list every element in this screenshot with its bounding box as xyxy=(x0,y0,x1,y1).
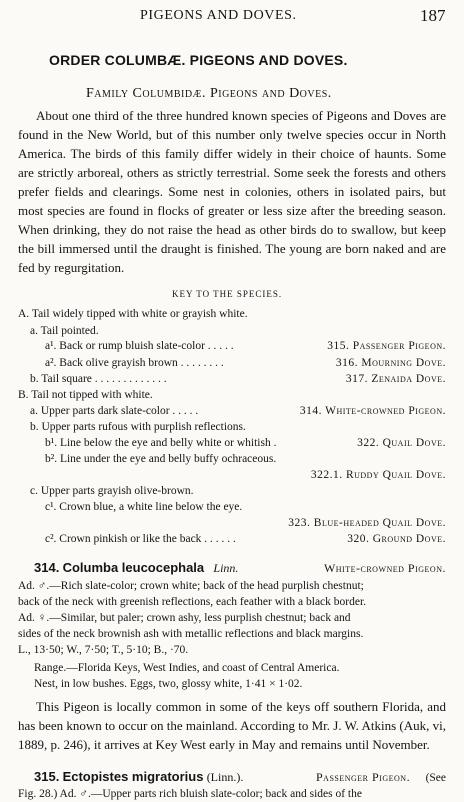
species-314-paragraph: This Pigeon is locally common in some of the keys off southern Florida, and has been known to occur on the mainland. According to Mr. J. W. Atkins (Auk, vi, 1889, p. 246), it arrives at Key West early in May and remains until November. xyxy=(18,699,446,752)
key-line: b. Upper parts rufous with purplish reflections. xyxy=(30,421,246,433)
key-line: a¹. Back or rump bluish slate-color . . . . . xyxy=(45,340,234,352)
species-scientific-name: Columba leucocephala xyxy=(62,560,205,575)
order-title: ORDER COLUMBÆ. PIGEONS AND DOVES. xyxy=(49,52,348,68)
running-header: PIGEONS AND DOVES. xyxy=(140,8,297,23)
key-species-label: 323. Blue-headed Quail Dove. xyxy=(288,517,446,529)
key-species-label: 322.1. Ruddy Quail Dove. xyxy=(310,469,446,481)
measurements-line: L., 13·50; W., 7·50; T., 5·10; B., ·70. xyxy=(18,644,189,656)
key-line: c². Crown pinkish or like the back . . . . . . xyxy=(45,533,236,545)
key-species-label: 316. Mourning Dove. xyxy=(335,357,446,369)
key-line: b. Tail square . . . . . . . . . . . . . xyxy=(30,373,167,385)
key-line: a. Tail pointed. xyxy=(30,325,99,337)
key-species-label: 320. Ground Dove. xyxy=(347,533,446,545)
nest-line: Nest, in low bushes. Eggs, two, glossy white, 1·41 × 1·02. xyxy=(34,678,303,690)
key-line: a. Upper parts dark slate-color . . . . . xyxy=(30,405,199,417)
description-line: back of the neck with greenish reflections, each feather with a black border. xyxy=(18,596,367,608)
description-line: Fig. 28.) Ad. ♂.—Upper parts rich bluish slate-color; back and sides of the xyxy=(18,788,362,800)
description-line: Ad. ♀.—Similar, but paler; crown ashy, less purplish chestnut; back and xyxy=(18,612,351,624)
key-line: b². Line under the eye and belly buffy ochraceous. xyxy=(45,453,277,465)
figure-reference: (See xyxy=(425,772,446,784)
key-species-label: 317. Zenaida Dove. xyxy=(345,373,446,385)
page-number: 187 xyxy=(420,6,446,25)
key-line: B. Tail not tipped with white. xyxy=(18,389,153,401)
species-scientific-name: Ectopistes migratorius xyxy=(62,769,204,784)
description-line: Ad. ♂.—Rich slate-color; crown white; back of the head purplish chestnut; xyxy=(18,580,364,592)
range-line: Range.—Florida Keys, West Indies, and coast of Central America. xyxy=(34,662,340,674)
species-common-name: White-crowned Pigeon. xyxy=(323,561,446,575)
key-line: a². Back olive grayish brown . . . . . . . . xyxy=(45,357,224,369)
species-authority: Linn. xyxy=(213,561,239,575)
species-number: 315. xyxy=(34,769,60,784)
key-line: b¹. Line below the eye and belly white or whitish . xyxy=(45,437,277,449)
species-number: 314. xyxy=(34,560,60,575)
key-title: KEY TO THE SPECIES. xyxy=(172,289,283,299)
key-line: c¹. Crown blue, a white line below the eye. xyxy=(45,501,243,513)
description-line: sides of the neck brownish ash with metallic reflections and black margins. xyxy=(18,628,364,640)
species-common-name: Passenger Pigeon. xyxy=(316,770,411,784)
key-species-label: 314. White-crowned Pigeon. xyxy=(299,405,446,417)
intro-paragraph: About one third of the three hundred known species of Pigeons and Doves are found in the New World, but of this number only twelve species occur in North America. The birds of this family differ widely in their choice of haunts. Some are strictly arboreal, others as strictly terrestrial. Some seek the forests and others prefer fields and clearings. Some nest in colonies, others in isolated pairs, but most species are found in flocks of greater or less size after the breeding season. When drinking, they do not raise the head as other birds do to swallow, but keep the bill immersed until the draught is finished. The young are born naked and are fed by regurgitation. xyxy=(18,108,446,275)
species-314-heading xyxy=(34,560,238,576)
family-title: Family Columbidæ. Pigeons and Doves. xyxy=(86,86,332,101)
key-line: A. Tail widely tipped with white or grayish white. xyxy=(18,308,248,320)
key-species-label: 322. Quail Dove. xyxy=(357,437,446,449)
species-315-heading xyxy=(34,769,243,785)
species-authority: (Linn.). xyxy=(206,770,244,784)
key-species-label: 315. Passenger Pigeon. xyxy=(327,340,446,352)
key-line: c. Upper parts grayish olive-brown. xyxy=(30,485,194,497)
